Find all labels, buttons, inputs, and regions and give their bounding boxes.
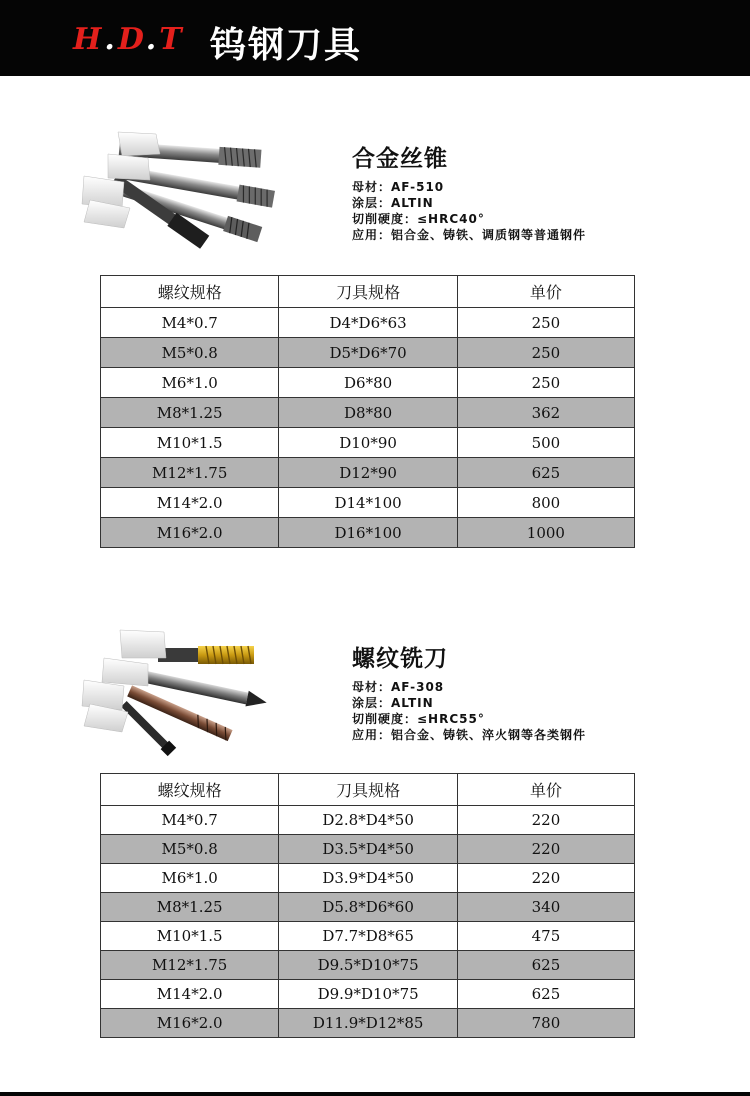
- tool-size-cell: D4*D6*63: [279, 308, 457, 338]
- price-cell: 1000: [457, 518, 634, 548]
- thread-size-cell: M8*1.25: [101, 893, 279, 922]
- spec-material: 母材：AF-510: [352, 180, 445, 194]
- table-row: [101, 368, 635, 398]
- price-cell: 220: [457, 835, 634, 864]
- table-row: [101, 308, 635, 338]
- product-title: 螺纹铣刀: [352, 646, 448, 672]
- price-cell: 340: [457, 893, 634, 922]
- tool-size-cell: D6*80: [279, 368, 457, 398]
- price-cell: 625: [457, 980, 634, 1009]
- tool-size-cell: D10*90: [279, 428, 457, 458]
- table-row: [101, 835, 635, 864]
- column-header: 螺纹规格: [101, 774, 279, 806]
- table-row: [101, 806, 635, 835]
- table-row: [101, 864, 635, 893]
- price-table: [100, 275, 635, 548]
- price-cell: 250: [457, 308, 634, 338]
- table-row: [101, 398, 635, 428]
- spec-application: 应用：铝合金、铸铁、调质钢等普通钢件: [352, 228, 587, 242]
- price-cell: 220: [457, 864, 634, 893]
- table-header-row: [101, 774, 635, 806]
- spec-hardness: 切削硬度：≤HRC40°: [352, 212, 485, 226]
- table-row: [101, 338, 635, 368]
- price-cell: 500: [457, 428, 634, 458]
- table-row: [101, 951, 635, 980]
- banner-title: 钨钢刀具: [210, 25, 363, 66]
- tool-size-cell: D9.9*D10*75: [279, 980, 458, 1009]
- column-header: 螺纹规格: [101, 276, 279, 308]
- thread-size-cell: M14*2.0: [101, 980, 279, 1009]
- price-cell: 220: [457, 806, 634, 835]
- price-cell: 800: [457, 488, 634, 518]
- thread-size-cell: M4*0.7: [101, 806, 279, 835]
- thread-size-cell: M5*0.8: [101, 835, 279, 864]
- price-cell: 475: [457, 922, 634, 951]
- tool-size-cell: D8*80: [279, 398, 457, 428]
- header-banner: [0, 0, 750, 76]
- table-row: [101, 922, 635, 951]
- tool-size-cell: D16*100: [279, 518, 457, 548]
- thread-size-cell: M4*0.7: [101, 308, 279, 338]
- tool-size-cell: D2.8*D4*50: [279, 806, 458, 835]
- thread-size-cell: M8*1.25: [101, 398, 279, 428]
- column-header: 刀具规格: [279, 276, 457, 308]
- thread-size-cell: M5*0.8: [101, 338, 279, 368]
- spec-material: 母材：AF-308: [352, 680, 445, 694]
- column-header: 单价: [457, 276, 634, 308]
- table-header-row: [101, 276, 635, 308]
- thread-size-cell: M12*1.75: [101, 951, 279, 980]
- brand-logo: H.D.T: [73, 22, 185, 57]
- thread-size-cell: M10*1.5: [101, 428, 279, 458]
- bottom-divider: [0, 1092, 750, 1096]
- spec-coating: 涂层：ALTIN: [352, 696, 434, 710]
- thread-size-cell: M6*1.0: [101, 368, 279, 398]
- column-header: 单价: [457, 774, 634, 806]
- spec-coating: 涂层：ALTIN: [352, 196, 434, 210]
- tap-info: [352, 140, 586, 243]
- thread-size-cell: M16*2.0: [101, 518, 279, 548]
- tap-product-image: [78, 128, 288, 258]
- thread-size-cell: M12*1.75: [101, 458, 279, 488]
- price-cell: 625: [457, 951, 634, 980]
- table-row: [101, 428, 635, 458]
- table-row: [101, 893, 635, 922]
- tool-size-cell: D12*90: [279, 458, 457, 488]
- price-cell: 362: [457, 398, 634, 428]
- tool-size-cell: D7.7*D8*65: [279, 922, 458, 951]
- thread-mill-info: [352, 640, 586, 743]
- thread-size-cell: M14*2.0: [101, 488, 279, 518]
- spec-application: 应用：铝合金、铸铁、淬火钢等各类钢件: [352, 728, 587, 742]
- price-table: [100, 773, 635, 1038]
- price-cell: 250: [457, 368, 634, 398]
- thread-size-cell: M10*1.5: [101, 922, 279, 951]
- column-header: 刀具规格: [279, 774, 458, 806]
- thread-mill-product-image: [78, 628, 288, 758]
- table-row: [101, 980, 635, 1009]
- tool-size-cell: D3.5*D4*50: [279, 835, 458, 864]
- tool-size-cell: D14*100: [279, 488, 457, 518]
- tool-size-cell: D5.8*D6*60: [279, 893, 458, 922]
- tool-size-cell: D9.5*D10*75: [279, 951, 458, 980]
- table-row: [101, 488, 635, 518]
- tool-size-cell: D5*D6*70: [279, 338, 457, 368]
- table-row: [101, 458, 635, 488]
- thread-size-cell: M6*1.0: [101, 864, 279, 893]
- tool-size-cell: D11.9*D12*85: [279, 1009, 458, 1038]
- tool-size-cell: D3.9*D4*50: [279, 864, 458, 893]
- product-title: 合金丝锥: [352, 146, 448, 172]
- table-row: [101, 518, 635, 548]
- price-cell: 250: [457, 338, 634, 368]
- price-cell: 625: [457, 458, 634, 488]
- price-cell: 780: [457, 1009, 634, 1038]
- thread-size-cell: M16*2.0: [101, 1009, 279, 1038]
- spec-hardness: 切削硬度：≤HRC55°: [352, 712, 485, 726]
- table-row: [101, 1009, 635, 1038]
